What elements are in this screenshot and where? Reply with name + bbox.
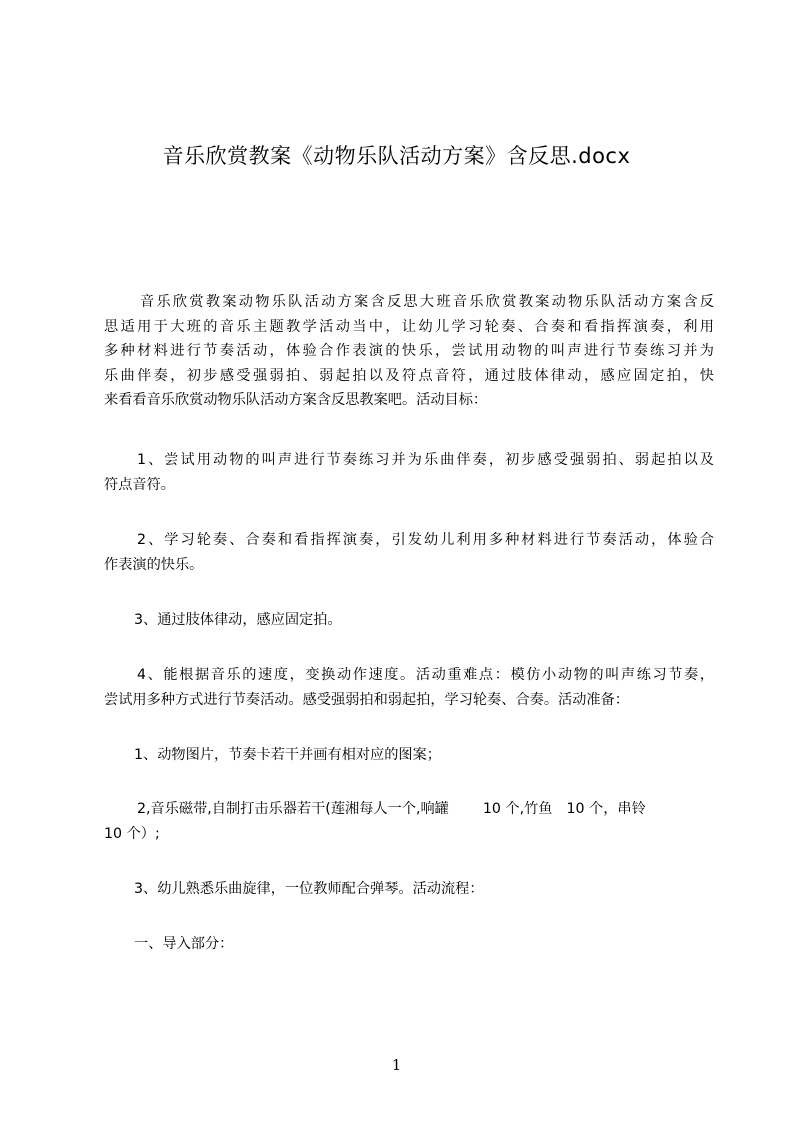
text-line: 作表演的快乐。 — [104, 556, 204, 573]
text-line: 音乐欣赏教案动物乐队活动方案含反思大班音乐欣赏教案动物乐队活动方案含反 — [140, 294, 714, 310]
text-segment: 2,音乐磁带,自制打击乐器若干(莲湘每人一个,响罐 — [137, 801, 449, 817]
text-line: 2、学习轮奏、合奏和看指挥演奏，引发幼儿利用多种材料进行节奏活动，体验合 — [137, 532, 714, 548]
intro-paragraph — [104, 290, 714, 413]
text-line: 1、动物图片，节奏卡若干并画有相对应的图案； — [134, 747, 441, 763]
document-title: 音乐欣赏教案《动物乐队活动方案》含反思.docx — [162, 144, 631, 168]
goal-4-paragraph — [104, 663, 714, 712]
prep-3-paragraph — [104, 877, 714, 902]
text-line: 4、能根据音乐的速度，变换动作速度。活动重难点：模仿小动物的叫声练习节奏， — [137, 667, 714, 683]
page-number: 1 — [391, 1056, 402, 1074]
text-segment: 10 个,竹鱼 — [482, 801, 553, 817]
text-line: 多种材料进行节奏活动，体验合作表演的快乐，尝试用动物的叫声进行节奏练习并为 — [104, 343, 714, 359]
text-line: 10 个）; — [104, 825, 160, 842]
goal-1-paragraph — [104, 448, 714, 497]
section-heading-paragraph — [104, 932, 714, 957]
text-line: 思适用于大班的音乐主题教学活动当中，让幼儿学习轮奏、合奏和看指挥演奏，利用 — [104, 318, 714, 335]
prep-2-paragraph — [104, 797, 714, 846]
text-line: 乐曲伴奏，初步感受强弱拍、弱起拍以及符点音符，通过肢体律动，感应固定拍，快 — [104, 367, 714, 384]
text-line: 符点音符。 — [104, 476, 175, 493]
goal-3-paragraph — [104, 608, 714, 633]
text-line: 3、通过肢体律动，感应固定拍。 — [134, 612, 342, 628]
goal-2-paragraph — [104, 528, 714, 577]
text-line: 尝试用多种方式进行节奏活动。感受强弱拍和弱起拍，学习轮奏、合奏。活动准备： — [104, 691, 629, 708]
text-segment: 10 个，串铃 — [566, 801, 646, 817]
text-line: 3、幼儿熟悉乐曲旋律，一位教师配合弹琴。活动流程： — [134, 881, 484, 897]
section-heading: 一、导入部分： — [134, 936, 234, 952]
prep-1-paragraph — [104, 743, 714, 768]
text-line: 1、尝试用动物的叫声进行节奏练习并为乐曲伴奏，初步感受强弱拍、弱起拍以及 — [137, 452, 714, 468]
text-line — [104, 797, 714, 822]
text-line: 来看看音乐欣赏动物乐队活动方案含反思教案吧。活动目标： — [104, 392, 488, 408]
